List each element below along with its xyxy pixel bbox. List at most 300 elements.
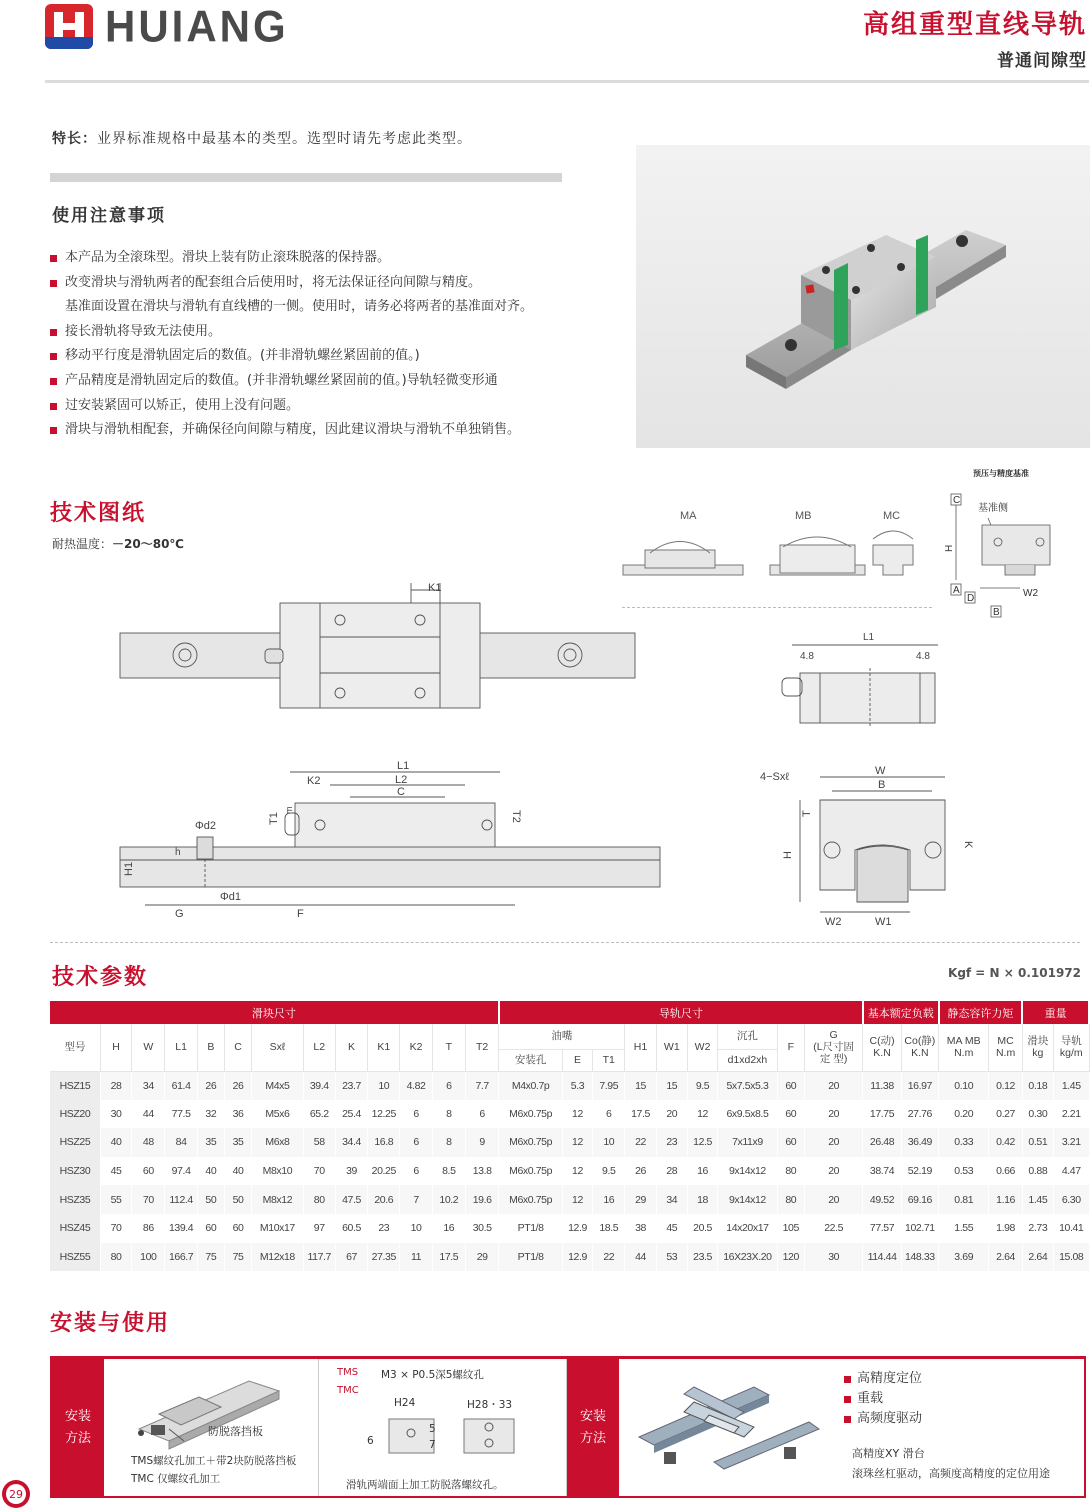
table-cell: 117.7 — [303, 1243, 335, 1272]
table-cell: 0.10 — [939, 1071, 989, 1100]
table-cell: 0.30 — [1022, 1100, 1053, 1129]
table-cell: 70 — [100, 1214, 131, 1243]
table-cell: 49.52 — [863, 1185, 901, 1214]
table-cell: 38.74 — [863, 1157, 901, 1186]
table-cell: 105 — [777, 1214, 804, 1243]
table-group-header — [50, 1001, 1089, 1024]
page-subtitle: 普通间隙型 — [997, 51, 1087, 71]
table-cell: 20 — [656, 1100, 687, 1129]
install-method-label-2: 安装 方法 — [567, 1359, 619, 1496]
table-cell: 0.53 — [939, 1157, 989, 1186]
table-cell: 97 — [303, 1214, 335, 1243]
col-e: E — [562, 1049, 592, 1071]
spec-table-body — [50, 1071, 1089, 1271]
table-cell: 12.5 — [687, 1128, 717, 1157]
linear-guide-illustration — [636, 145, 1090, 448]
table-cell: 6 — [400, 1100, 432, 1129]
table-cell: 75 — [197, 1243, 224, 1272]
table-cell: 12.9 — [562, 1243, 592, 1272]
col-rail-weight: 导轨 kg/m — [1053, 1024, 1089, 1071]
table-cell: 23 — [368, 1214, 400, 1243]
table-row — [50, 1185, 1089, 1214]
col-k2: K2 — [400, 1024, 432, 1071]
label-h24: H24 — [394, 1397, 416, 1409]
table-cell: 28 — [100, 1071, 131, 1100]
table-cell: 17.75 — [863, 1100, 901, 1129]
table-cell: 7 — [400, 1185, 432, 1214]
label-phid1: Φd1 — [220, 891, 242, 903]
table-cell: 4.47 — [1053, 1157, 1089, 1186]
label-w2: W2 — [1023, 588, 1038, 599]
note-item: 改变滑块与滑轨两者的配套组合后使用时，将无法保证径向间隙与精度。 — [50, 271, 610, 296]
table-cell: 22 — [593, 1243, 625, 1272]
model-cell: HSZ45 — [50, 1214, 100, 1243]
label-phid2: Φd2 — [195, 820, 217, 832]
table-cell: 0.20 — [939, 1100, 989, 1129]
table-cell: 26 — [197, 1071, 224, 1100]
label-t1-side: T1 — [268, 812, 280, 825]
table-cell: M4x5 — [252, 1071, 303, 1100]
label-m: m — [284, 806, 294, 814]
table-cell: 70 — [132, 1185, 165, 1214]
table-cell: 60 — [777, 1071, 804, 1100]
group-weight: 重量 — [1022, 1001, 1089, 1024]
table-cell: 34 — [132, 1071, 165, 1100]
table-cell: 58 — [303, 1128, 335, 1157]
table-cell: 16X23X.20 — [718, 1243, 778, 1272]
table-cell: 17.5 — [625, 1100, 656, 1129]
col-w: W — [132, 1024, 165, 1071]
label-dim-48-right: 4.8 — [916, 651, 930, 662]
table-cell: 8.5 — [432, 1157, 465, 1186]
table-cell: M5x6 — [252, 1100, 303, 1129]
col-mamb: MA MB N.m — [939, 1024, 989, 1071]
table-cell: 0.81 — [939, 1185, 989, 1214]
table-cell: 9x14x12 — [718, 1157, 778, 1186]
model-cell: HSZ35 — [50, 1185, 100, 1214]
table-cell: 40 — [224, 1157, 251, 1186]
label-h28: H28・33 — [467, 1399, 513, 1411]
table-cell: 11.38 — [863, 1071, 901, 1100]
table-cell: 17.5 — [432, 1243, 465, 1272]
params-divider — [50, 942, 1080, 943]
col-h: H — [100, 1024, 131, 1071]
notes-title: 使用注意事项 — [52, 206, 166, 226]
table-cell: 12 — [562, 1185, 592, 1214]
page-number-badge — [2, 1480, 30, 1508]
table-cell: 9 — [465, 1128, 498, 1157]
table-cell: 15 — [625, 1071, 656, 1100]
table-cell: 97.4 — [165, 1157, 197, 1186]
table-cell: 1.16 — [989, 1185, 1022, 1214]
table-cell: 6 — [400, 1157, 432, 1186]
table-cell: 80 — [303, 1185, 335, 1214]
install-method-label: 安装 方法 — [52, 1359, 104, 1496]
label-d: D — [967, 593, 975, 604]
table-cell: 102.71 — [901, 1214, 938, 1243]
table-cell: 44 — [132, 1100, 165, 1129]
col-w2: W2 — [687, 1024, 717, 1071]
label-ma: MA — [680, 510, 697, 522]
table-cell: M6x0.75p — [499, 1100, 563, 1129]
table-cell: 0.88 — [1022, 1157, 1053, 1186]
col-oil: 油嘴 — [499, 1024, 625, 1049]
col-c-dyn: C(动) K.N — [863, 1024, 901, 1071]
col-model: 型号 — [50, 1024, 100, 1071]
table-cell: 38 — [625, 1214, 656, 1243]
table-cell: 12 — [562, 1100, 592, 1129]
table-cell: 15.08 — [1053, 1243, 1089, 1272]
spec-table — [50, 1001, 1090, 1271]
drawing-divider — [622, 607, 932, 608]
thread-spec: M3 × P0.5深5螺纹孔 — [381, 1369, 484, 1381]
plate-note-2: TMC 仅螺纹孔加工 — [131, 1473, 221, 1485]
table-cell: 34 — [656, 1185, 687, 1214]
note-item: 接长滑轨将导致无法使用。 — [50, 320, 610, 345]
table-cell: 9.5 — [687, 1071, 717, 1100]
drawing-title: 技术图纸 — [50, 501, 147, 526]
retaining-plate-illustration — [129, 1369, 299, 1454]
table-cell: 53 — [656, 1243, 687, 1272]
table-cell: 0.33 — [939, 1128, 989, 1157]
table-cell: 84 — [165, 1128, 197, 1157]
table-cell: 47.5 — [335, 1185, 367, 1214]
model-cell: HSZ25 — [50, 1128, 100, 1157]
table-cell: 86 — [132, 1214, 165, 1243]
table-cell: 7.95 — [593, 1071, 625, 1100]
col-sxl: Sxℓ — [252, 1024, 303, 1071]
feature-label: 特长： — [52, 131, 97, 147]
table-cell: 20.6 — [368, 1185, 400, 1214]
table-cell: 70 — [303, 1157, 335, 1186]
rail-end-profile — [374, 1411, 534, 1461]
table-cell: M10x17 — [252, 1214, 303, 1243]
table-cell: 3.21 — [1053, 1128, 1089, 1157]
group-slider: 滑块尺寸 — [50, 1001, 499, 1024]
table-cell: 75 — [224, 1243, 251, 1272]
col-t1: T1 — [593, 1049, 625, 1071]
label-t: T — [801, 810, 813, 817]
label-dim-48-left: 4.8 — [800, 651, 814, 662]
side-elevation-drawing — [115, 755, 665, 925]
label-w: W — [875, 765, 886, 777]
table-cell: 112.4 — [165, 1185, 197, 1214]
table-cell: M4x0.7p — [499, 1071, 563, 1100]
table-cell: 30 — [100, 1100, 131, 1129]
table-cell: 20 — [804, 1128, 863, 1157]
table-cell: 60 — [132, 1157, 165, 1186]
table-cell: 60.5 — [335, 1214, 367, 1243]
label-l1-side: L1 — [397, 760, 410, 772]
note-item: 产品精度是滑轨固定后的数值。(并非滑轨螺丝紧固前的值。)导轨轻微变形通 — [50, 369, 610, 394]
table-cell: 19.6 — [465, 1185, 498, 1214]
table-cell: 50 — [197, 1185, 224, 1214]
table-cell: 29 — [625, 1185, 656, 1214]
table-cell: 16 — [687, 1157, 717, 1186]
table-cell: M6x8 — [252, 1128, 303, 1157]
xy-desc-1: 高精度XY 滑台 — [852, 1447, 925, 1460]
table-cell: 80 — [100, 1243, 131, 1272]
table-cell: M8x12 — [252, 1185, 303, 1214]
col-b: B — [197, 1024, 224, 1071]
table-cell: 16 — [432, 1214, 465, 1243]
table-cell: 36 — [224, 1100, 251, 1129]
label-k2: K2 — [307, 775, 321, 787]
table-cell: 20.25 — [368, 1157, 400, 1186]
table-cell: 36.49 — [901, 1128, 938, 1157]
table-cell: 39 — [335, 1157, 367, 1186]
label-sxl: 4−Sxℓ — [760, 771, 789, 783]
table-row — [50, 1214, 1089, 1243]
temperature-range: 耐热温度：－20～80℃ — [52, 537, 184, 551]
label-h-section: H — [782, 851, 794, 859]
table-row — [50, 1157, 1089, 1186]
table-cell: 1.98 — [989, 1214, 1022, 1243]
model-cell: HSZ30 — [50, 1157, 100, 1186]
table-cell: 1.45 — [1053, 1071, 1089, 1100]
model-cell: HSZ20 — [50, 1100, 100, 1129]
table-cell: 120 — [777, 1243, 804, 1272]
table-cell: 14x20x17 — [718, 1214, 778, 1243]
table-cell: 12 — [687, 1100, 717, 1129]
table-cell: 20 — [804, 1157, 863, 1186]
table-cell: 67 — [335, 1243, 367, 1272]
table-cell: 3.69 — [939, 1243, 989, 1272]
table-cell: 4.82 — [400, 1071, 432, 1100]
page-number: 29 — [6, 1484, 26, 1504]
table-cell: 40 — [100, 1128, 131, 1157]
table-cell: 26 — [224, 1071, 251, 1100]
table-cell: 7.7 — [465, 1071, 498, 1100]
feature-item: 重载 — [844, 1389, 922, 1409]
table-cell: 55 — [100, 1185, 131, 1214]
table-cell: 166.7 — [165, 1243, 197, 1272]
label-mc: MC — [883, 510, 901, 522]
label-h-small: h — [175, 847, 181, 858]
table-cell: 23.5 — [687, 1243, 717, 1272]
table-cell: 16.97 — [901, 1071, 938, 1100]
table-cell: 6 — [400, 1128, 432, 1157]
brand-name: HUIANG — [105, 1, 289, 51]
table-cell: 16 — [593, 1185, 625, 1214]
table-cell: 10.2 — [432, 1185, 465, 1214]
table-cell: 13.8 — [465, 1157, 498, 1186]
table-cell: 1.45 — [1022, 1185, 1053, 1214]
table-subheader — [50, 1024, 1089, 1049]
label-t2: T2 — [510, 810, 522, 823]
table-cell: 22.5 — [804, 1214, 863, 1243]
model-cell: HSZ15 — [50, 1071, 100, 1100]
table-cell: 9x14x12 — [718, 1185, 778, 1214]
header-divider — [45, 80, 1089, 83]
table-cell: M6x0.75p — [499, 1157, 563, 1186]
group-load: 基本额定负载 — [863, 1001, 939, 1024]
table-cell: 26 — [625, 1157, 656, 1186]
table-row — [50, 1100, 1089, 1129]
table-cell: 139.4 — [165, 1214, 197, 1243]
table-cell: 10 — [593, 1128, 625, 1157]
table-cell: 80 — [777, 1185, 804, 1214]
table-cell: 10.41 — [1053, 1214, 1089, 1243]
top-view-drawing — [115, 575, 640, 720]
label-6: 6 — [367, 1435, 374, 1447]
xy-desc-2: 滚珠丝杠驱动，高频度高精度的定位用途 — [852, 1467, 1050, 1480]
table-cell: 60 — [224, 1214, 251, 1243]
table-cell: 60 — [777, 1100, 804, 1129]
table-cell: M12x18 — [252, 1243, 303, 1272]
table-cell: 0.51 — [1022, 1128, 1053, 1157]
label-k1: K1 — [428, 582, 442, 594]
table-cell: 22 — [625, 1128, 656, 1157]
table-row — [50, 1128, 1089, 1157]
table-cell: 65.2 — [303, 1100, 335, 1129]
table-cell: 35 — [197, 1128, 224, 1157]
label-h1: H1 — [123, 861, 135, 876]
table-cell: 28 — [656, 1157, 687, 1186]
table-cell: 6.30 — [1053, 1185, 1089, 1214]
label-l2: L2 — [395, 774, 408, 786]
note-item: 基准面设置在滑块与滑轨有直线槽的一侧。使用时，请务必将两者的基准面对齐。 — [65, 299, 534, 315]
logo-mark-icon — [45, 4, 93, 49]
label-h: H — [944, 544, 955, 552]
table-row — [50, 1071, 1089, 1100]
install-features — [844, 1369, 922, 1429]
table-cell: PT1/8 — [499, 1214, 563, 1243]
col-g: G (L尺寸固 定 型) — [804, 1024, 863, 1071]
table-cell: 29 — [465, 1243, 498, 1272]
label-tmc: TMC — [337, 1385, 359, 1396]
col-f: F — [777, 1024, 804, 1071]
col-k: K — [335, 1024, 367, 1071]
note-item: 滑块与滑轨相配套，并确保径向间隙与精度，因此建议滑块与滑轨不单独销售。 — [50, 418, 610, 443]
params-title: 技术参数 — [52, 965, 149, 990]
table-cell: 18 — [687, 1185, 717, 1214]
label-g: G — [175, 908, 184, 920]
table-cell: 2.64 — [1022, 1243, 1053, 1272]
table-cell: 44 — [625, 1243, 656, 1272]
xy-stage-illustration — [634, 1367, 824, 1492]
table-cell: 0.27 — [989, 1100, 1022, 1129]
table-cell: 6 — [465, 1100, 498, 1129]
table-cell: 2.73 — [1022, 1214, 1053, 1243]
table-cell: 12.25 — [368, 1100, 400, 1129]
label-w2-section: W2 — [825, 916, 842, 928]
col-h1: H1 — [625, 1024, 656, 1071]
table-cell: 30 — [804, 1243, 863, 1272]
table-cell: 148.33 — [901, 1243, 938, 1272]
table-cell: 18.5 — [593, 1214, 625, 1243]
section-divider — [50, 173, 562, 182]
feature-item: 高精度定位 — [844, 1369, 922, 1389]
table-cell: 0.42 — [989, 1128, 1022, 1157]
label-c: C — [953, 495, 961, 506]
install-cell-thread — [319, 1359, 567, 1496]
label-7: 7 — [429, 1439, 436, 1451]
table-cell: 23.7 — [335, 1071, 367, 1100]
table-cell: 6 — [593, 1100, 625, 1129]
table-cell: 2.21 — [1053, 1100, 1089, 1129]
note-item: 过安装紧固可以矫正，使用上没有问题。 — [50, 394, 610, 419]
table-cell: 45 — [100, 1157, 131, 1186]
col-w1: W1 — [656, 1024, 687, 1071]
install-panel — [50, 1356, 1086, 1498]
model-cell: HSZ55 — [50, 1243, 100, 1272]
col-l2: L2 — [303, 1024, 335, 1071]
col-slider-weight: 滑块 kg — [1022, 1024, 1053, 1071]
table-cell: 25.4 — [335, 1100, 367, 1129]
label-mb: MB — [795, 510, 812, 522]
label-k: K — [962, 841, 974, 849]
table-cell: 40 — [197, 1157, 224, 1186]
moment-diagram — [615, 505, 955, 590]
note-item: 本产品为全滚珠型。滑块上装有防止滚珠脱落的保持器。 — [50, 246, 610, 271]
table-cell: 8 — [432, 1128, 465, 1157]
table-cell: 7x11x9 — [718, 1128, 778, 1157]
table-cell: 77.5 — [165, 1100, 197, 1129]
table-cell: 69.16 — [901, 1185, 938, 1214]
group-rail: 导轨尺寸 — [499, 1001, 863, 1024]
table-cell: 6 — [432, 1071, 465, 1100]
table-cell: 15 — [656, 1071, 687, 1100]
table-cell: 10 — [400, 1214, 432, 1243]
col-mc: MC N.m — [989, 1024, 1022, 1071]
table-cell: 5x7.5x5.3 — [718, 1071, 778, 1100]
install-title: 安装与使用 — [50, 1311, 171, 1336]
table-cell: 1.55 — [939, 1214, 989, 1243]
table-cell: 27.35 — [368, 1243, 400, 1272]
group-moment: 静态容许力矩 — [939, 1001, 1023, 1024]
label-tms: TMS — [337, 1367, 359, 1378]
table-cell: 20.5 — [687, 1214, 717, 1243]
table-cell: 34.4 — [335, 1128, 367, 1157]
table-cell: 30.5 — [465, 1214, 498, 1243]
table-cell: 2.64 — [989, 1243, 1022, 1272]
notes-list — [50, 246, 610, 443]
table-cell: M6x0.75p — [499, 1128, 563, 1157]
table-cell: 5.3 — [562, 1071, 592, 1100]
feature-list — [844, 1369, 922, 1429]
plate-note-1: TMS螺纹孔加工＋带2块防脱落挡板 — [131, 1455, 297, 1467]
col-k1: K1 — [368, 1024, 400, 1071]
table-cell: 11 — [400, 1243, 432, 1272]
col-oil-hole: 安装孔 — [499, 1049, 563, 1071]
table-cell: 23 — [656, 1128, 687, 1157]
table-cell: 20 — [804, 1100, 863, 1129]
table-cell: 12 — [562, 1128, 592, 1157]
table-cell: 50 — [224, 1185, 251, 1214]
label-b: B — [993, 607, 1000, 618]
product-photo — [636, 145, 1090, 448]
table-cell: M8x10 — [252, 1157, 303, 1186]
table-cell: PT1/8 — [499, 1243, 563, 1272]
table-cell: M6x0.75p — [499, 1185, 563, 1214]
col-sink: 沉孔 — [718, 1024, 778, 1049]
label-ref-side: 基准侧 — [978, 503, 1008, 514]
reference-datum-diagram — [940, 480, 1090, 620]
label-f: F — [297, 908, 304, 920]
table-cell: 27.76 — [901, 1100, 938, 1129]
table-cell: 0.12 — [989, 1071, 1022, 1100]
feature-item: 高频度驱动 — [844, 1409, 922, 1429]
table-cell: 0.66 — [989, 1157, 1022, 1186]
table-cell: 12 — [562, 1157, 592, 1186]
label-a: A — [953, 585, 960, 596]
table-row — [50, 1243, 1089, 1272]
table-cell: 20 — [804, 1185, 863, 1214]
table-cell: 10 — [368, 1071, 400, 1100]
table-cell: 60 — [777, 1128, 804, 1157]
col-sink-sub: d1xd2xh — [718, 1049, 778, 1071]
